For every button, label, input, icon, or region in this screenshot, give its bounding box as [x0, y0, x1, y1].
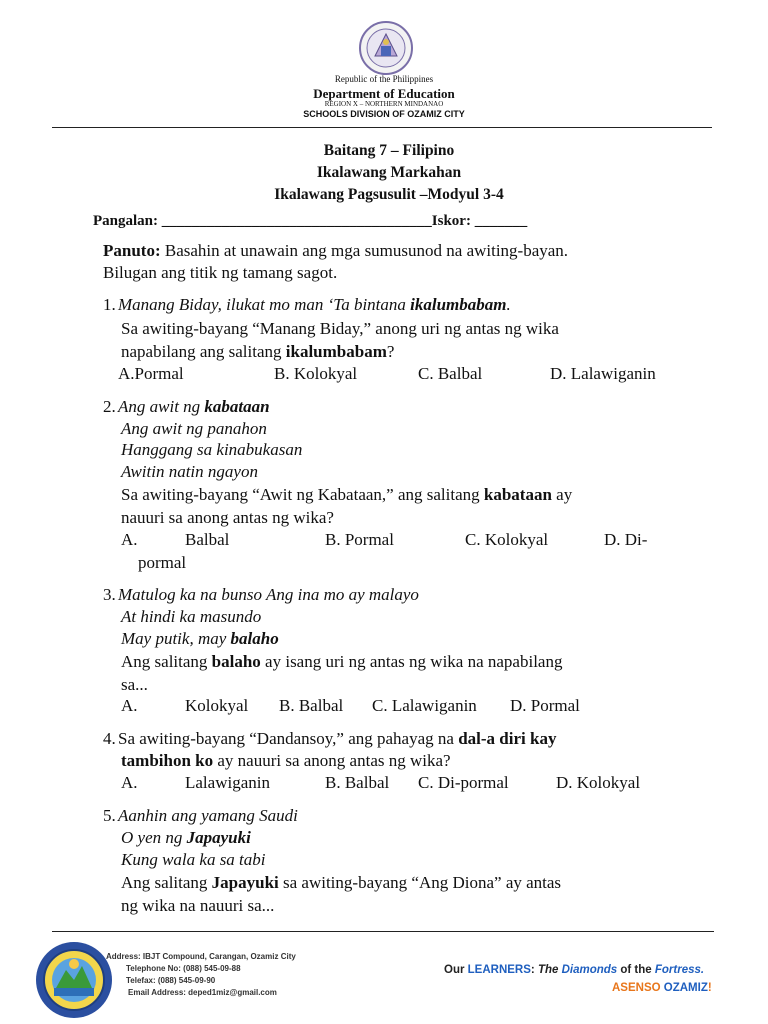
- q4-choice-b[interactable]: B. Balbal: [325, 773, 390, 792]
- q2-choice-a[interactable]: A.: [121, 530, 138, 549]
- footer-address: Address: IBJT Compound, Carangan, Ozamiz City: [106, 952, 296, 961]
- q3-number: 3.: [103, 585, 116, 604]
- q4-number: 4.: [103, 729, 116, 748]
- q3-choice-a-text[interactable]: Kolokyal: [185, 696, 249, 715]
- region-label: REGION X – NORTHERN MINDANAO: [324, 100, 444, 108]
- footer-slogan: ASENSO OZAMIZ!: [612, 982, 712, 994]
- q1-lyric: Manang Biday, ilukat mo man ‘Ta bintana ikalumbabam.: [118, 295, 511, 314]
- q2-lyric-line2: Ang awit ng panahon: [121, 419, 267, 438]
- score-field[interactable]: _______: [474, 213, 528, 229]
- q5-lyric-line3: Kung wala ka sa tabi: [121, 850, 266, 869]
- q5-stem-line1: Ang salitang Japayuki sa awiting-bayang “Ang Diona” ay antas: [121, 873, 562, 892]
- q3-choice-d[interactable]: D. Pormal: [510, 696, 580, 715]
- score-label: Iskor:: [431, 213, 471, 229]
- q4-choice-d[interactable]: D. Kolokyal: [556, 773, 641, 792]
- q5-lyric-line2: O yen ng Japayuki: [121, 828, 251, 847]
- department-label: Department of Education: [313, 86, 455, 101]
- q1-choice-a[interactable]: A.Pormal: [118, 364, 184, 383]
- q2-choice-c[interactable]: C. Kolokyal: [465, 530, 549, 549]
- q2-choice-b[interactable]: B. Pormal: [325, 530, 394, 549]
- header-divider: [52, 127, 712, 128]
- q3-keyword: balaho: [230, 629, 279, 648]
- q1-number: 1.: [103, 295, 116, 314]
- footer-telefax: Telefax: (088) 545-09-90: [126, 976, 216, 985]
- q2-keyword: kabataan: [204, 397, 270, 416]
- q4-choice-c[interactable]: C. Di-pormal: [418, 773, 509, 792]
- q3-choice-a[interactable]: A.: [121, 696, 138, 715]
- q5-number: 5.: [103, 806, 116, 825]
- q2-choice-d-cont[interactable]: pormal: [138, 553, 187, 572]
- q1-stem-line1: Sa awiting-bayang “Manang Biday,” anong uri ng antas ng wika: [121, 319, 559, 338]
- q2-number: 2.: [103, 397, 116, 416]
- q2-choice-a-text[interactable]: Balbal: [185, 530, 230, 549]
- grade-title: Baitang 7 – Filipino: [323, 142, 455, 159]
- name-score-line: [93, 213, 527, 230]
- q1-stem-line2: napabilang ang salitang ikalumbabam?: [121, 342, 395, 361]
- q3-stem-line2: sa...: [121, 675, 148, 694]
- footer-divider: [52, 931, 714, 932]
- footer-motto: Our LEARNERS: The Diamonds of the Fortress.: [444, 964, 705, 976]
- q2-lyric-line3: Hanggang sa kinabukasan: [121, 440, 303, 459]
- instructions-line2: Bilugan ang titik ng tamang sagot.: [103, 263, 338, 282]
- instructions-text1: Basahin at unawain ang mga sumusunod na awiting-bayan.: [164, 241, 569, 260]
- q5-keyword: Japayuki: [186, 828, 251, 847]
- republic-label: Republic of the Philippines: [334, 74, 434, 84]
- deped-seal-icon: [353, 20, 419, 76]
- q3-choice-b[interactable]: B. Balbal: [279, 696, 344, 715]
- footer-telephone: Telephone No: (088) 545-09-88: [126, 964, 241, 973]
- q4-stem-line1: Sa awiting-bayang “Dandansoy,” ang pahayag na dal-a diri kay: [118, 729, 557, 748]
- q5-stem-line2: ng wika na nauuri sa...: [121, 896, 275, 915]
- q3-lyric-line2: At hindi ka masundo: [121, 607, 262, 626]
- q2-stem-line1: Sa awiting-bayang “Awit ng Kabataan,” ang salitang kabataan ay: [121, 485, 573, 504]
- footer-email: Email Address: deped1miz@gmail.com: [128, 988, 277, 997]
- q2-lyric-line4: Awitin natin ngayon: [121, 462, 258, 481]
- q1-choice-d[interactable]: D. Lalawiganin: [550, 364, 656, 383]
- name-field[interactable]: ____________________________________: [161, 213, 432, 229]
- q3-choice-c[interactable]: C. Lalawiganin: [372, 696, 477, 715]
- q3-lyric-line3: May putik, may balaho: [121, 629, 279, 648]
- q1-keyword: ikalumbabam: [410, 295, 507, 314]
- q3-stem-line1: Ang salitang balaho ay isang uri ng antas ng wika na napabilang: [121, 652, 563, 671]
- q2-stem-line2: nauuri sa anong antas ng wika?: [121, 508, 334, 527]
- instructions-line1: [103, 240, 568, 262]
- q4-stem-line2: tambihon ko ay nauuri sa anong antas ng wika?: [121, 751, 451, 770]
- q2-lyric-line1: Ang awit ng kabataan: [118, 397, 270, 416]
- q1-choice-b[interactable]: B. Kolokyal: [274, 364, 358, 383]
- exam-title: Ikalawang Pagsusulit –Modyul 3-4: [274, 186, 504, 203]
- division-seal-icon: [34, 940, 114, 1020]
- q5-lyric-line1: Aanhin ang yamang Saudi: [118, 806, 298, 825]
- quarter-title: Ikalawang Markahan: [316, 164, 462, 181]
- division-label: SCHOOLS DIVISION OF OZAMIZ CITY: [303, 109, 465, 119]
- instructions-label: Panuto:: [103, 241, 161, 260]
- q4-choice-a-text[interactable]: Lalawiganin: [185, 773, 270, 792]
- q4-choice-a[interactable]: A.: [121, 773, 138, 792]
- q3-lyric-line1: Matulog ka na bunso Ang ina mo ay malayo: [118, 585, 419, 604]
- name-label: Pangalan:: [93, 213, 159, 229]
- q1-choice-c[interactable]: C. Balbal: [418, 364, 483, 383]
- q2-choice-d[interactable]: D. Di-: [604, 530, 648, 549]
